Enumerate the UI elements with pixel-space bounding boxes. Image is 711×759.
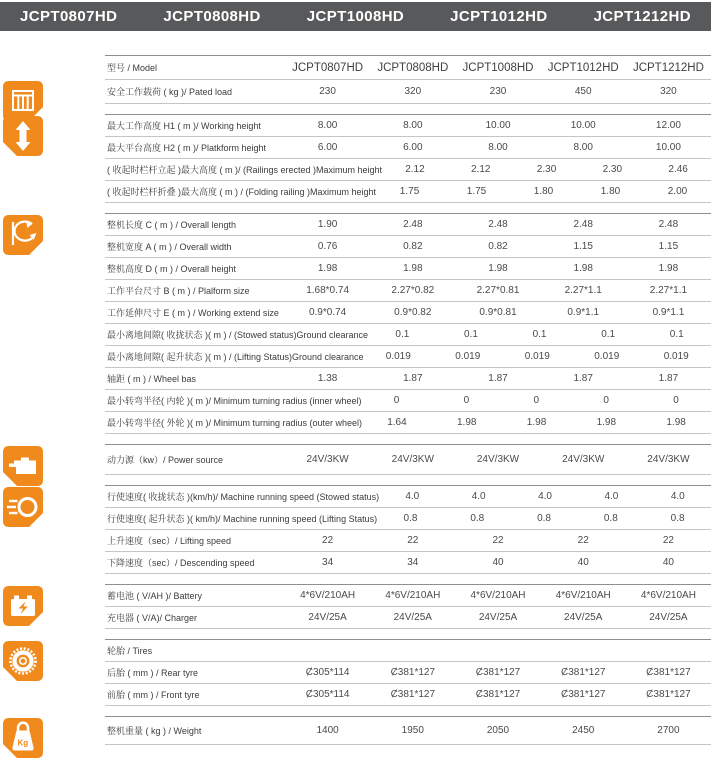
spec-value: 4.0 bbox=[670, 491, 685, 502]
spec-value: 4*6V/210AH bbox=[385, 590, 441, 601]
spec-value: 2.27*0.81 bbox=[476, 285, 520, 296]
dimensions-icon bbox=[2, 214, 44, 256]
spec-value: 0.9*0.74 bbox=[308, 307, 347, 318]
spec-label: 最小转弯半径( 外轮 )( m )/ Minimum turning radius (outer wheel) bbox=[107, 418, 363, 428]
spec-label: 最大工作高度 H1 ( m )/ Working height bbox=[107, 121, 261, 131]
spec-value: 1.38 bbox=[317, 373, 338, 384]
spec-value: 0.1 bbox=[669, 329, 684, 340]
spec-label: 后胎 ( mm ) / Rear tyre bbox=[107, 668, 199, 678]
height-range-icon bbox=[2, 115, 44, 157]
spec-value: 1.98 bbox=[403, 263, 423, 274]
spec-value: 24V/3KW bbox=[647, 454, 690, 465]
spec-value: JCPT0807HD bbox=[292, 61, 364, 74]
spec-value: 1.87 bbox=[488, 373, 508, 384]
spec-row bbox=[105, 390, 711, 412]
spec-value: 22 bbox=[662, 535, 674, 546]
spec-value: Ȼ381*127 bbox=[390, 667, 436, 678]
spec-value: 2.48 bbox=[403, 219, 423, 230]
spec-value: 1.64 bbox=[387, 417, 407, 428]
spec-row bbox=[105, 280, 711, 302]
spec-value: 2.48 bbox=[658, 219, 679, 230]
spec-value: 0.019 bbox=[594, 351, 620, 362]
spec-section bbox=[105, 213, 711, 434]
spec-value: 2.00 bbox=[667, 186, 688, 197]
spec-row bbox=[105, 640, 711, 662]
spec-label: 整机长度 C ( m ) / Overall length bbox=[107, 220, 237, 230]
spec-value: 2.46 bbox=[668, 164, 688, 175]
spec-row bbox=[105, 508, 711, 530]
spec-value: 1.15 bbox=[573, 241, 593, 252]
spec-value: 230 bbox=[489, 86, 507, 97]
spec-value: 8.00 bbox=[403, 120, 423, 131]
spec-row bbox=[105, 445, 711, 475]
spec-value: 10.00 bbox=[485, 120, 511, 131]
spec-value: 0.76 bbox=[317, 241, 338, 252]
spec-value: 0.9*1.1 bbox=[567, 307, 600, 318]
spec-value: 22 bbox=[407, 535, 419, 546]
spec-section bbox=[105, 485, 711, 574]
spec-value: 1.80 bbox=[533, 186, 554, 197]
spec-value: 0 bbox=[393, 395, 400, 406]
spec-value: 1.98 bbox=[526, 417, 547, 428]
spec-value: 4*6V/210AH bbox=[470, 590, 526, 601]
spec-value: Ȼ305*114 bbox=[305, 689, 350, 700]
spec-label: 工作延伸尺寸 E ( m ) / Working extend size bbox=[107, 308, 279, 318]
spec-row bbox=[105, 368, 711, 390]
spec-value: 0 bbox=[603, 395, 609, 406]
spec-label: 上升速度（sec）/ Lifting speed bbox=[107, 536, 232, 546]
spec-value: 0.9*0.81 bbox=[479, 307, 517, 318]
power-icon bbox=[2, 445, 44, 487]
spec-row bbox=[105, 412, 711, 434]
spec-value: 1.98 bbox=[573, 263, 593, 274]
spec-value: 1.15 bbox=[658, 241, 679, 252]
spec-label: 整机高度 D ( m ) / Overall height bbox=[107, 264, 237, 274]
spec-value: 2.12 bbox=[405, 164, 425, 175]
spec-value: 1.98 bbox=[317, 263, 338, 274]
spec-value: 24V/3KW bbox=[476, 454, 520, 465]
spec-value: JCPT1008HD bbox=[462, 61, 534, 74]
spec-value: Ȼ381*127 bbox=[475, 667, 521, 678]
spec-value: 4.0 bbox=[538, 491, 552, 502]
spec-value: 1.75 bbox=[399, 186, 420, 197]
spec-value: JCPT1012HD bbox=[547, 61, 619, 74]
spec-label: 整机重量 ( kg ) / Weight bbox=[107, 726, 202, 736]
spec-label: 工作平台尺寸 B ( m ) / Plalform size bbox=[107, 286, 250, 296]
spec-row bbox=[105, 662, 711, 684]
spec-value: 1.98 bbox=[658, 263, 679, 274]
spec-value: 1.98 bbox=[488, 263, 508, 274]
spec-value: JCPT0808HD bbox=[377, 61, 449, 74]
spec-value: 0 bbox=[673, 395, 679, 406]
spec-value: 24V/25A bbox=[478, 612, 518, 623]
spec-value: 40 bbox=[577, 557, 589, 568]
spec-label: 充电器 ( V/A)/ Charger bbox=[107, 613, 198, 623]
spec-value: 10.00 bbox=[655, 142, 681, 153]
spec-value: 1.98 bbox=[457, 417, 477, 428]
spec-value: 24V/25A bbox=[564, 612, 603, 623]
spec-value: 0.8 bbox=[470, 513, 485, 524]
spec-value: 2.12 bbox=[471, 164, 491, 175]
spec-label: 下降速度（sec）/ Descending speed bbox=[107, 558, 255, 568]
spec-section bbox=[105, 114, 711, 203]
spec-value: 0.1 bbox=[464, 329, 478, 340]
spec-label: 动力源（kw）/ Power source bbox=[107, 455, 224, 465]
spec-value: 24V/25A bbox=[393, 612, 432, 623]
spec-row bbox=[105, 115, 711, 137]
spec-row bbox=[105, 607, 711, 629]
spec-value: 40 bbox=[492, 557, 504, 568]
spec-label: 型号 / Model bbox=[107, 63, 158, 73]
spec-value: 4*6V/210AH bbox=[300, 590, 356, 601]
spec-value: 4*6V/210AH bbox=[555, 590, 611, 601]
model-name: JCPT0808HD bbox=[163, 8, 261, 25]
spec-value: 2050 bbox=[486, 725, 510, 736]
spec-value: Ȼ381*127 bbox=[560, 667, 606, 678]
spec-value: 1.90 bbox=[317, 219, 338, 230]
spec-row bbox=[105, 159, 711, 181]
model-header-bar bbox=[0, 2, 711, 31]
spec-value: 0.1 bbox=[601, 329, 616, 340]
spec-row bbox=[105, 80, 711, 104]
spec-value: 24V/25A bbox=[649, 612, 688, 623]
spec-row bbox=[105, 324, 711, 346]
spec-value: 2.27*1.1 bbox=[564, 285, 602, 296]
spec-value: 320 bbox=[404, 86, 422, 97]
spec-label: 最小离地间隙( 收拢状态 )( m ) / (Stowed status)Ground clearance bbox=[107, 330, 369, 340]
spec-value: 0.8 bbox=[537, 513, 551, 524]
spec-row bbox=[105, 214, 711, 236]
spec-label: 前胎 ( mm ) / Front tyre bbox=[107, 690, 200, 700]
spec-label: 轮胎 / Tires bbox=[107, 646, 153, 656]
spec-label: 最大平台高度 H2 ( m )/ Platkform height bbox=[107, 143, 267, 153]
spec-row bbox=[105, 56, 711, 80]
spec-value: 24V/3KW bbox=[391, 454, 434, 465]
spec-value: 2700 bbox=[657, 725, 680, 736]
spec-value: 450 bbox=[574, 86, 592, 97]
spec-value: 6.00 bbox=[317, 142, 338, 153]
spec-value: Ȼ305*114 bbox=[305, 667, 350, 678]
spec-value: 2.30 bbox=[602, 164, 623, 175]
spec-row bbox=[105, 585, 711, 607]
spec-value: 2.48 bbox=[573, 219, 593, 230]
spec-value: 1.68*0.74 bbox=[306, 285, 350, 296]
spec-row bbox=[105, 486, 711, 508]
spec-table bbox=[0, 55, 711, 748]
spec-value: 2450 bbox=[572, 725, 595, 736]
spec-value: 24V/25A bbox=[308, 612, 347, 623]
spec-value: 0.019 bbox=[385, 351, 411, 362]
spec-value: 34 bbox=[407, 557, 419, 568]
spec-value: 2.30 bbox=[536, 164, 557, 175]
spec-value: 22 bbox=[492, 535, 504, 546]
spec-value: 2.27*1.1 bbox=[649, 285, 688, 296]
spec-section bbox=[105, 584, 711, 629]
spec-value: 22 bbox=[322, 535, 334, 546]
spec-value: 8.00 bbox=[317, 120, 338, 131]
spec-section bbox=[105, 639, 711, 706]
spec-value: 4.0 bbox=[405, 491, 420, 502]
spec-value: 0.019 bbox=[663, 351, 689, 362]
spec-value: 0.8 bbox=[670, 513, 685, 524]
spec-row bbox=[105, 530, 711, 552]
spec-section bbox=[105, 444, 711, 475]
spec-label: 行使速度( 收拢状态 )(km/h)/ Machine running speed (Stowed status) bbox=[107, 492, 380, 502]
spec-value: 4.0 bbox=[604, 491, 619, 502]
spec-value: 0.8 bbox=[603, 513, 618, 524]
spec-section bbox=[105, 55, 711, 104]
spec-value: 1.87 bbox=[573, 373, 593, 384]
spec-value: 2.27*0.82 bbox=[391, 285, 435, 296]
spec-value: 12.00 bbox=[655, 120, 681, 131]
spec-value: 0.8 bbox=[403, 513, 418, 524]
spec-value: 0.019 bbox=[524, 351, 550, 362]
spec-value: 0 bbox=[533, 395, 540, 406]
spec-value: 34 bbox=[322, 557, 334, 568]
spec-value: Ȼ381*127 bbox=[390, 689, 436, 700]
spec-value: JCPT1212HD bbox=[632, 61, 704, 74]
spec-label: 最小转弯半径( 内轮 )( m )/ Minimum turning radius (inner wheel) bbox=[107, 396, 362, 406]
spec-value: 0 bbox=[463, 395, 470, 406]
spec-value: 8.00 bbox=[573, 142, 593, 153]
spec-value: 0.1 bbox=[532, 329, 547, 340]
spec-value: 1.98 bbox=[666, 417, 686, 428]
spec-value: 0.9*1.1 bbox=[652, 307, 685, 318]
spec-row bbox=[105, 684, 711, 706]
spec-label: 轴距 ( m ) / Wheel bas bbox=[107, 374, 197, 384]
spec-label: ( 收起时栏杆立起 )最大高度 ( m )/ (Railings erected )Maximum height bbox=[107, 165, 383, 175]
model-name: JCPT0807HD bbox=[20, 8, 118, 25]
spec-row bbox=[105, 258, 711, 280]
spec-value: 0.019 bbox=[455, 351, 481, 362]
spec-row bbox=[105, 137, 711, 159]
spec-label: ( 收起时栏杆折叠 )最大高度 ( m ) / (Folding railing )Maximum height bbox=[107, 187, 377, 197]
spec-value: 0.82 bbox=[488, 241, 508, 252]
spec-value: 1950 bbox=[401, 725, 424, 736]
speed-icon bbox=[2, 486, 44, 528]
spec-row bbox=[105, 302, 711, 324]
spec-section bbox=[17, 716, 711, 748]
spec-label: 最小离地间隙( 起升状态 )( m ) / (Lifting Status)Ground clearance bbox=[107, 352, 364, 362]
spec-value: 1.87 bbox=[403, 373, 423, 384]
model-name: JCPT1012HD bbox=[450, 8, 548, 25]
spec-value: 1.80 bbox=[600, 186, 621, 197]
spec-value: 0.9*0.82 bbox=[394, 307, 432, 318]
spec-value: 24V/3KW bbox=[562, 454, 605, 465]
spec-label: 行使速度( 起升状态 )( km/h)/ Machine running speed (Lifting Status) bbox=[107, 514, 378, 524]
weight-icon bbox=[2, 717, 44, 759]
model-name: JCPT1212HD bbox=[593, 8, 691, 25]
spec-row bbox=[105, 236, 711, 258]
spec-row bbox=[105, 552, 711, 574]
spec-value: 1.98 bbox=[596, 417, 617, 428]
spec-value: 4.0 bbox=[471, 491, 486, 502]
svg-text:Kg: Kg bbox=[17, 738, 29, 748]
spec-value: 1400 bbox=[316, 725, 339, 736]
spec-value: 1.87 bbox=[658, 373, 679, 384]
spec-value: Ȼ381*127 bbox=[646, 667, 691, 678]
spec-row bbox=[105, 181, 711, 203]
spec-value: 8.00 bbox=[488, 142, 508, 153]
tires-icon bbox=[2, 640, 44, 682]
spec-value: 2.48 bbox=[488, 219, 508, 230]
spec-value: 0.82 bbox=[403, 241, 423, 252]
spec-value: 6.00 bbox=[403, 142, 423, 153]
spec-value: 230 bbox=[319, 86, 336, 97]
spec-value: 40 bbox=[662, 557, 674, 568]
spec-value: Ȼ381*127 bbox=[646, 689, 691, 700]
spec-value: 24V/3KW bbox=[306, 454, 349, 465]
battery-icon bbox=[2, 585, 44, 627]
spec-value: 320 bbox=[660, 86, 677, 97]
spec-value: Ȼ381*127 bbox=[475, 689, 521, 700]
spec-row bbox=[105, 346, 711, 368]
spec-row bbox=[105, 717, 711, 745]
spec-value: Ȼ381*127 bbox=[560, 689, 606, 700]
spec-value: 22 bbox=[577, 535, 589, 546]
spec-value: 4*6V/210AH bbox=[640, 590, 696, 601]
spec-label: 安全工作载荷 ( kg )/ Pated load bbox=[107, 87, 233, 97]
spec-label: 蓄电池 ( V/AH )/ Battery bbox=[107, 591, 203, 601]
spec-value: 1.75 bbox=[466, 186, 487, 197]
model-name: JCPT1008HD bbox=[306, 8, 405, 25]
spec-value: 0.1 bbox=[395, 329, 410, 340]
spec-label: 整机宽度 A ( m ) / Overall width bbox=[107, 242, 232, 252]
spec-value: 10.00 bbox=[570, 120, 596, 131]
